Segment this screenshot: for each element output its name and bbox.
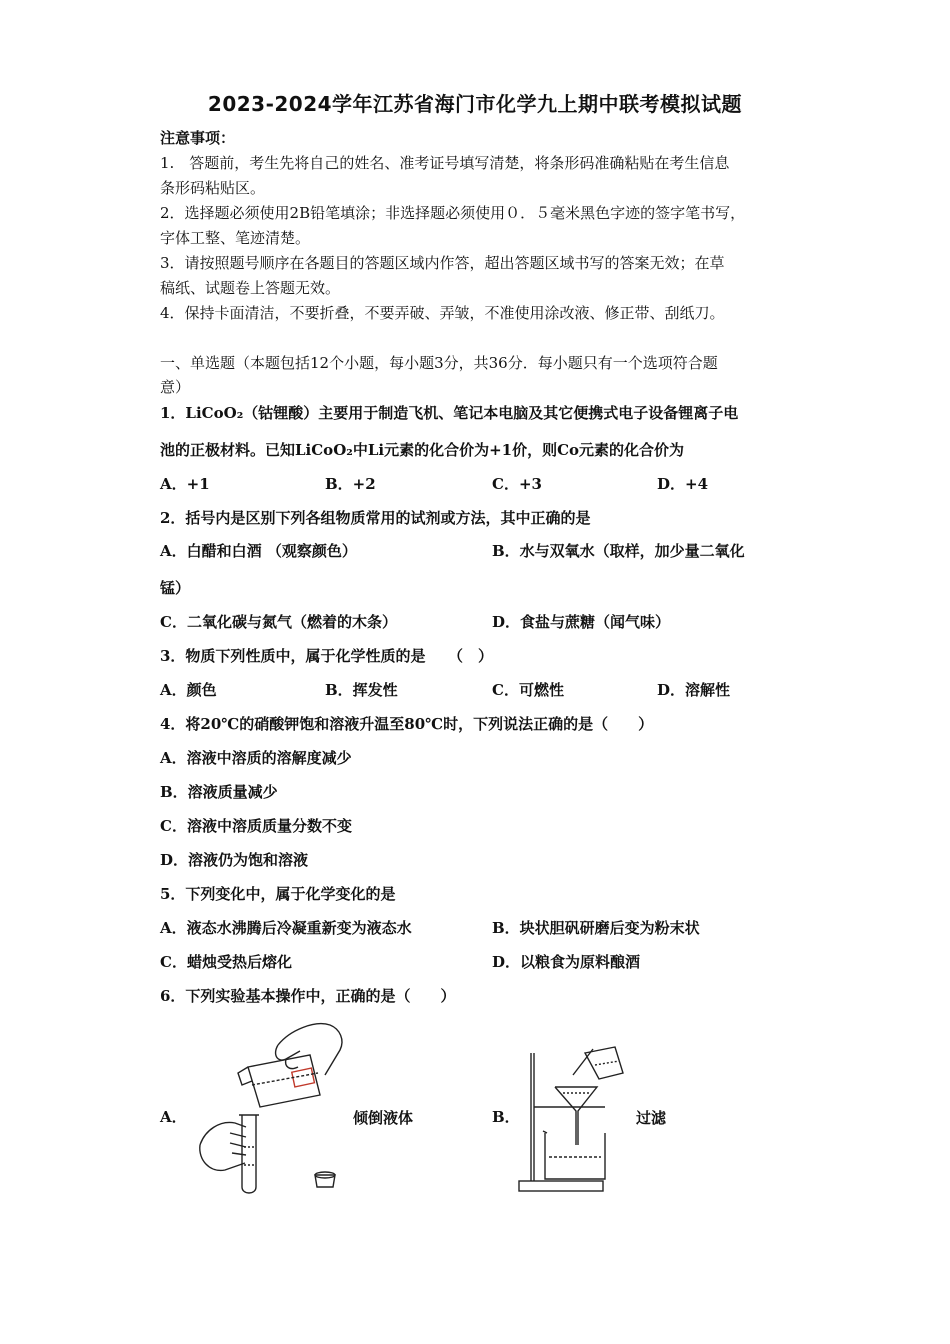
q4-option-d[interactable]: D．溶液仍为饱和溶液 [160, 851, 309, 869]
q4-option-c[interactable]: C．溶液中溶质质量分数不变 [160, 817, 352, 835]
q5-option-c[interactable]: C．蜡烛受热后熔化 [160, 953, 292, 971]
notice-line: 3．请按照题号顺序在各题目的答题区域内作答，超出答题区域书写的答案无效；在草 [160, 254, 725, 272]
q1-option-a[interactable]: A．+1 [160, 475, 210, 493]
q1-stem-cont: 池的正极材料。已知LiCoO₂中Li元素的化合价为+1价，则Co元素的化合价为 [160, 441, 685, 459]
q4-stem: 4．将20℃的硝酸钾饱和溶液升温至80℃时，下列说法正确的是（ ） [160, 715, 654, 733]
q2-stem: 2．括号内是区别下列各组物质常用的试剂或方法，其中正确的是 [160, 509, 591, 527]
notice-line: 4．保持卡面清洁，不要折叠，不要弄破、弄皱，不准使用涂改液、修正带、刮纸刀。 [160, 304, 725, 322]
q4-option-a[interactable]: A．溶液中溶质的溶解度减少 [160, 749, 352, 767]
q2-option-b-cont: 锰） [160, 579, 191, 597]
section-heading-cont: 意） [160, 378, 191, 396]
q1-option-c[interactable]: C．+3 [492, 475, 542, 493]
q3-option-d[interactable]: D．溶解性 [657, 681, 731, 699]
q6-option-a-caption: 倾倒液体 [353, 1109, 414, 1127]
notice-line: 条形码粘贴区。 [160, 179, 266, 197]
q2-option-a[interactable]: A．白醋和白酒 （观察颜色） [160, 542, 357, 560]
q3-option-b[interactable]: B．挥发性 [325, 681, 398, 699]
q1-option-d[interactable]: D．+4 [657, 475, 709, 493]
q3-stem: 3．物质下列性质中，属于化学性质的是 （ ） [160, 647, 493, 665]
q6-option-a-label[interactable]: A． [160, 1108, 187, 1126]
notice-line: 1. 答题前，考生先将自己的姓名、准考证号填写清楚，将条形码准确粘贴在考生信息 [160, 154, 730, 172]
notice-line: 稿纸、试题卷上答题无效。 [160, 279, 341, 297]
page-title: 2023-2024学年江苏省海门市化学九上期中联考模拟试题 [207, 92, 743, 116]
notice-heading: 注意事项： [160, 129, 236, 147]
q3-option-a[interactable]: A．颜色 [160, 681, 217, 699]
q6-stem: 6．下列实验基本操作中，正确的是（ ） [160, 987, 456, 1005]
q1-stem: 1．LiCoO₂（钴锂酸）主要用于制造飞机、笔记本电脑及其它便携式电子设备锂离子电 [160, 404, 739, 422]
q2-option-c[interactable]: C．二氧化碳与氮气（燃着的木条） [160, 613, 397, 631]
q2-option-b[interactable]: B．水与双氧水（取样，加少量二氧化 [492, 542, 745, 560]
notice-line: 字体工整、笔迹清楚。 [160, 229, 311, 247]
pouring-liquid-illustration [190, 1015, 350, 1200]
q5-option-b[interactable]: B．块状胆矾研磨后变为粉末状 [492, 919, 700, 937]
q3-option-c[interactable]: C．可燃性 [492, 681, 564, 699]
section-heading: 一、单选题（本题包括12个小题，每小题3分，共36分．每小题只有一个选项符合题 [160, 354, 718, 372]
q2-option-d[interactable]: D．食盐与蔗糖（闻气味） [492, 613, 671, 631]
q5-option-d[interactable]: D．以粮食为原料酿酒 [492, 953, 641, 971]
notice-line: 2．选择题必须使用2B铅笔填涂；非选择题必须使用０．５毫米黑色字迹的签字笔书写， [160, 204, 746, 222]
filtration-illustration [515, 1045, 640, 1195]
q6-option-b-caption: 过滤 [636, 1109, 667, 1127]
q6-option-b-label[interactable]: B． [492, 1108, 520, 1126]
q5-option-a[interactable]: A．液态水沸腾后冷凝重新变为液态水 [160, 919, 412, 937]
q4-option-b[interactable]: B．溶液质量减少 [160, 783, 278, 801]
q1-option-b[interactable]: B．+2 [325, 475, 376, 493]
q5-stem: 5．下列变化中，属于化学变化的是 [160, 885, 396, 903]
